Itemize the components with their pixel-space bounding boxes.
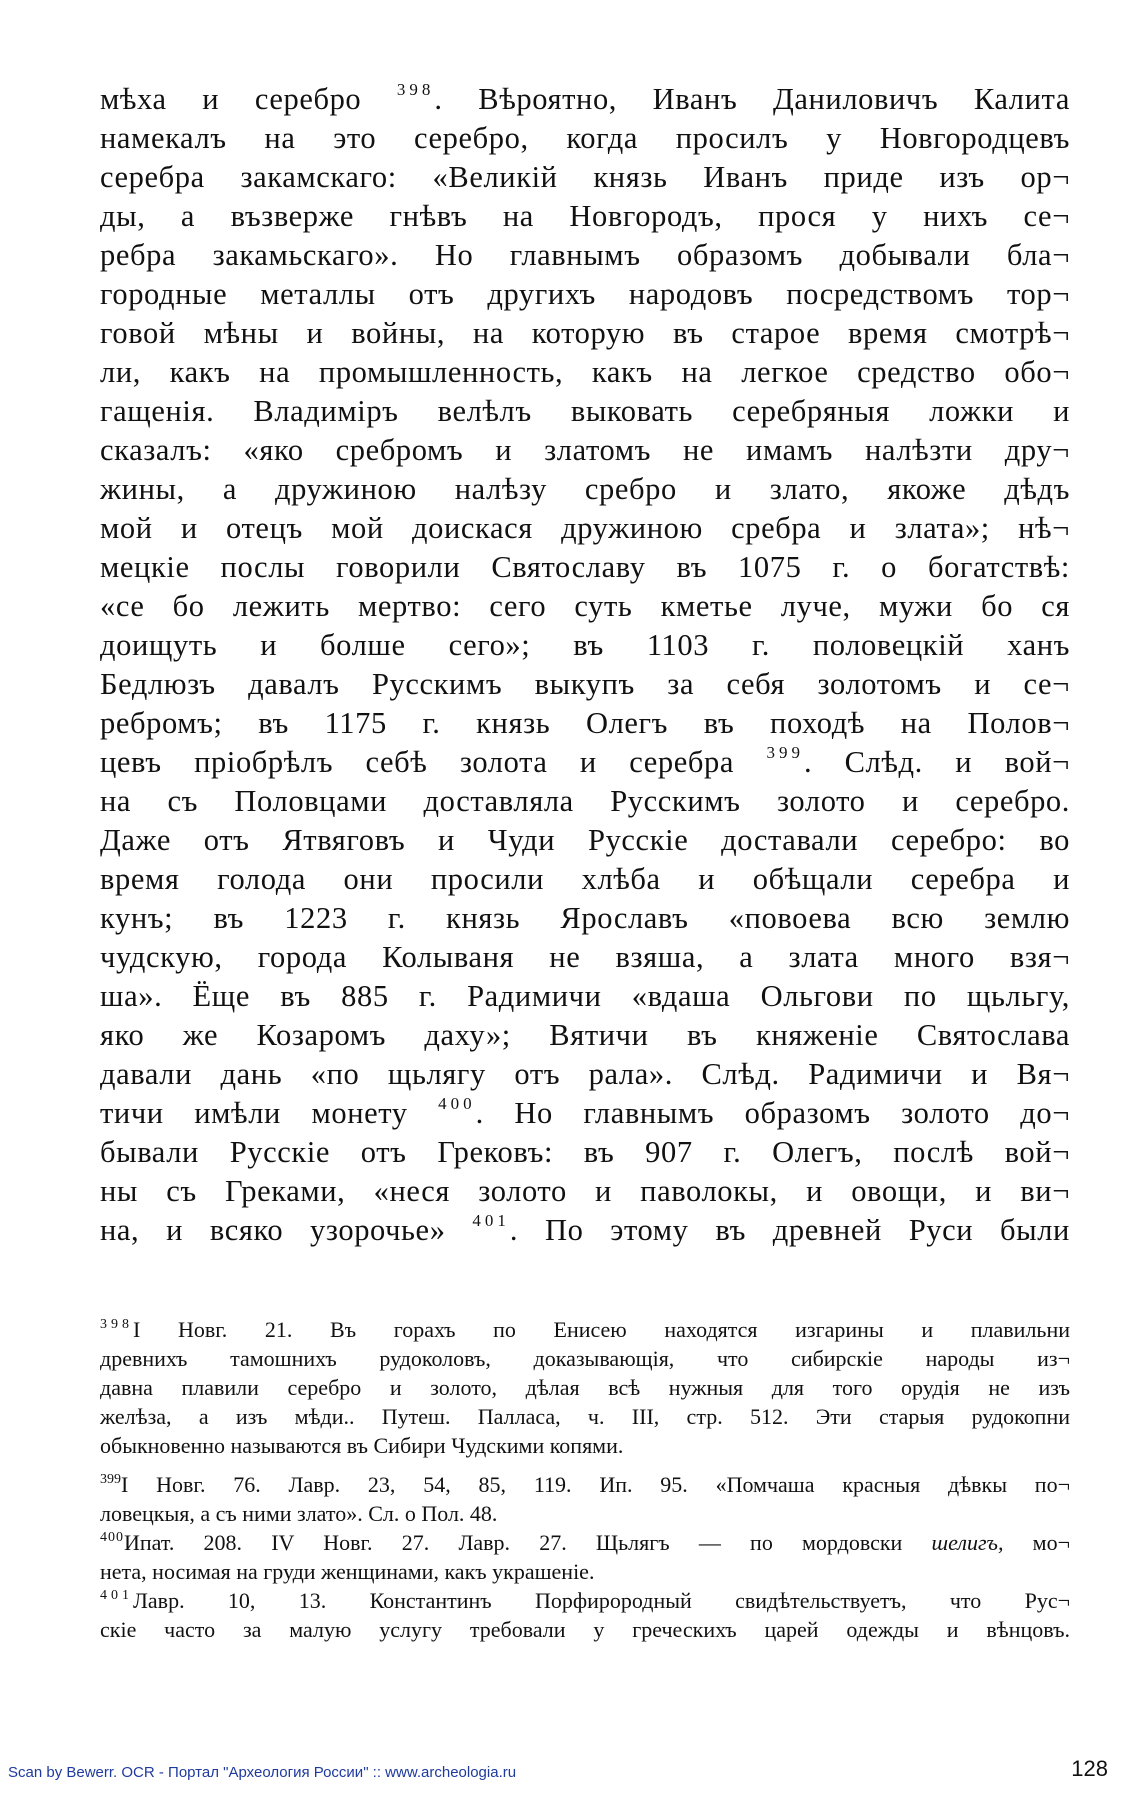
footnote-line: ловецкыя, а съ ними злато». Сл. о Пол. 48. <box>100 1501 498 1526</box>
text-fragment: тичи имѣли монету <box>100 1096 408 1130</box>
text-line: ды, а възверже гнѣвъ на Новгородъ, прося у нихъ се¬ <box>100 199 1070 233</box>
footnote-text: Лавр. 10, 13. Константинъ Порфирородный свидѣтельствуетъ, что Рус¬ <box>133 1588 1070 1613</box>
footnote-401 <box>100 1586 1070 1644</box>
text-line: городные металлы отъ другихъ народовъ посредствомъ тор¬ <box>100 277 1070 311</box>
footnote-italic-term: шелигъ, <box>931 1530 1004 1555</box>
footnote-mark: 401 <box>100 1588 133 1603</box>
footnotes-section <box>100 1315 1070 1644</box>
text-line: давали дань «по щьлягу отъ рала». Слѣд. Радимичи и Вя¬ <box>100 1057 1070 1091</box>
footnote-mark: 398 <box>100 1317 133 1332</box>
text-line: чудскую, города Колываня не взяша, а злата много взя¬ <box>100 940 1070 974</box>
footnote-line: древнихъ тамошнихъ рудоколовъ, доказывающія, что сибирскіе народы из¬ <box>100 1346 1070 1371</box>
footnote-399 <box>100 1470 1070 1528</box>
footnote-ref-400[interactable]: 400 <box>438 1094 476 1113</box>
text-fragment: мѣха и серебро <box>100 82 362 116</box>
text-line: Бедлюзъ давалъ Русскимъ выкупъ за себя золотомъ и се¬ <box>100 667 1070 701</box>
footnote-400 <box>100 1528 1070 1586</box>
footnote-line <box>100 1315 1070 1344</box>
footnote-text: мо¬ <box>1003 1530 1070 1555</box>
text-line: сказалъ: «яко сребромъ и златомъ не имамъ налѣзти дру¬ <box>100 433 1070 467</box>
footnote-line: давна плавили серебро и золото, дѣлая всѣ нужныя для того орудія не изъ <box>100 1375 1070 1400</box>
text-line: говой мѣны и войны, на которую въ старое время смотрѣ¬ <box>100 316 1070 350</box>
scan-credit-link[interactable]: Scan by Bewerr. OCR - Портал "Археология России" :: www.archeologia.ru <box>8 1764 517 1781</box>
footnote-line: скіе часто за малую услугу требовали у греческихъ царей одежды и вѣнцовъ. <box>100 1617 1070 1642</box>
footnote-mark: 399 <box>100 1472 121 1487</box>
text-line <box>100 743 1070 782</box>
text-fragment: цевъ пріобрѣлъ себѣ золота и серебра <box>100 745 735 779</box>
text-fragment: . Но главнымъ образомъ золото до¬ <box>475 1096 1070 1130</box>
text-line: ребра закамьскаго». Но главнымъ образомъ добывали бла¬ <box>100 238 1070 272</box>
text-fragment: . Слѣд. и вой¬ <box>803 745 1070 779</box>
text-line: ли, какъ на промышленность, какъ на легкое средство обо¬ <box>100 355 1070 389</box>
footnote-line <box>100 1528 1070 1557</box>
text-fragment: . По этому въ древней Руси были <box>509 1213 1070 1247</box>
text-line: «се бо лежить мертво: сего суть кметье луче, мужи бо ся <box>100 589 1070 623</box>
text-line: на съ Половцами доставляла Русскимъ золото и серебро. <box>100 784 1070 818</box>
text-line: серебра закамскаго: «Великій князь Иванъ приде изъ ор¬ <box>100 160 1070 194</box>
text-line: ны съ Греками, «неся золото и паволокы, и овощи, и ви¬ <box>100 1174 1070 1208</box>
main-text-body <box>100 80 1070 1250</box>
footnote-398 <box>100 1315 1070 1460</box>
text-line <box>100 1094 1070 1133</box>
text-fragment: . Вѣроятно, Иванъ Даниловичъ Калита <box>434 82 1070 116</box>
footnote-ref-398[interactable]: 398 <box>396 80 435 99</box>
footnote-line <box>100 1586 1070 1615</box>
text-line <box>100 80 1070 119</box>
text-line: жины, а дружиною налѣзу сребро и злато, якоже дѣдъ <box>100 472 1070 506</box>
footnote-text: Ипат. 208. IV Новг. 27. Лавр. 27. Щьлягъ — по мордовски <box>124 1530 932 1555</box>
footnote-line <box>100 1470 1070 1499</box>
footnote-line: нета, носимая на груди женщинами, какъ украшеніе. <box>100 1559 595 1584</box>
text-line <box>100 1211 1070 1250</box>
footnote-ref-399[interactable]: 399 <box>766 743 804 762</box>
footnote-line: желѣза, а изъ мѣди.. Путеш. Палласа, ч. III, стр. 512. Эти старыя рудокопни <box>100 1404 1070 1429</box>
text-line: доищуть и болше сего»; въ 1103 г. половецкій ханъ <box>100 628 1070 662</box>
text-line: мой и отецъ мой доискася дружиною сребра и злата»; нѣ¬ <box>100 511 1070 545</box>
footnote-text: I Новг. 76. Лавр. 23, 54, 85, 119. Ип. 95. «Помчаша красныя дѣвкы по¬ <box>121 1472 1070 1497</box>
text-line: ребромъ; въ 1175 г. князь Олегъ въ походѣ на Полов¬ <box>100 706 1070 740</box>
footnote-text: I Новг. 21. Въ горахъ по Енисею находятся изгарины и плавильни <box>133 1317 1070 1342</box>
text-fragment: на, и всяко узорочье» <box>100 1213 446 1247</box>
text-line: кунъ; въ 1223 г. князь Ярославъ «повоева всю землю <box>100 901 1070 935</box>
page-footer <box>8 1756 1128 1786</box>
text-line: Даже отъ Ятвяговъ и Чуди Русскіе доставали серебро: во <box>100 823 1070 857</box>
text-line: время голода они просили хлѣба и обѣщали серебра и <box>100 862 1070 896</box>
text-line: гащенія. Владиміръ велѣлъ выковать серебряныя ложки и <box>100 394 1070 428</box>
footnote-gap <box>100 1460 1070 1470</box>
page-number: 128 <box>1071 1756 1108 1781</box>
text-line: ша». Ёще въ 885 г. Радимичи «вдаша Ольгови по щьльгу, <box>100 979 1070 1013</box>
text-line: бывали Русскіе отъ Грековъ: въ 907 г. Олегъ, послѣ вой¬ <box>100 1135 1070 1169</box>
text-line: мецкіе послы говорили Святославу въ 1075 г. о богатствѣ: <box>100 550 1070 584</box>
footnote-mark: 400 <box>100 1530 124 1545</box>
text-line: яко же Козаромъ даху»; Вятичи въ княженіе Святослава <box>100 1018 1070 1052</box>
footnote-ref-401[interactable]: 401 <box>472 1211 510 1230</box>
footnote-line: обыкновенно называются въ Сибири Чудскими копями. <box>100 1433 624 1458</box>
text-line: намекалъ на это серебро, когда просилъ у Новгородцевъ <box>100 121 1070 155</box>
